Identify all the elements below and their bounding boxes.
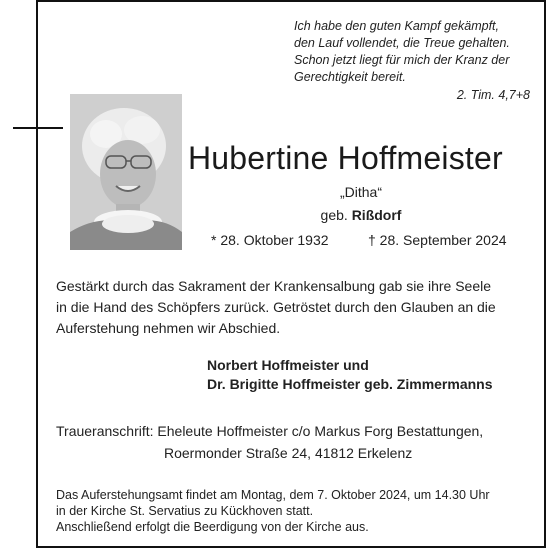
portrait-photo	[70, 94, 182, 250]
maiden-prefix: geb.	[320, 207, 348, 223]
mourner-line: Dr. Brigitte Hoffmeister geb. Zimmermanns	[207, 376, 493, 392]
quote-line: den Lauf vollendet, die Treue gehalten.	[294, 36, 510, 50]
death-date: † 28. September 2024	[368, 232, 507, 248]
cross-icon	[36, 95, 38, 165]
nickname: „Ditha“	[339, 184, 382, 200]
obituary-text	[56, 276, 536, 339]
maiden-name	[188, 207, 534, 223]
text-line: Gestärkt durch das Sakrament der Krankensalbung gab sie ihre Seele	[56, 278, 492, 294]
quote-line: Schon jetzt liegt für mich der Kranz der	[294, 53, 510, 67]
funeral-info	[56, 487, 536, 535]
address-line: Roermonder Straße 24, 41812 Erkelenz	[164, 445, 413, 461]
quote-line: Ich habe den guten Kampf gekämpft,	[294, 19, 499, 33]
text-line: Auferstehung nehmen wir Abschied.	[56, 320, 281, 336]
text-line: in die Hand des Schöpfers zurück. Getröstet durch den Glauben an die	[56, 299, 496, 315]
birth-date: * 28. Oktober 1932	[211, 232, 329, 248]
cross-icon-bar	[13, 127, 63, 129]
bible-quote	[294, 18, 534, 86]
funeral-line: Das Auferstehungsamt findet am Montag, dem 7. Oktober 2024, um 14.30 Uhr	[56, 488, 490, 502]
maiden-surname: Rißdorf	[351, 207, 402, 223]
funeral-line: Anschließend erfolgt die Beerdigung von der Kirche aus.	[56, 520, 369, 534]
mourner-line: Norbert Hoffmeister und	[207, 357, 369, 373]
quote-line: Gerechtigkeit bereit.	[294, 70, 406, 84]
mourners	[207, 356, 493, 394]
deceased-name: Hubertine Hoffmeister	[188, 140, 503, 176]
mourning-address	[56, 420, 536, 464]
funeral-line: in der Kirche St. Servatius zu Kückhoven statt.	[56, 504, 314, 518]
address-line: Traueranschrift: Eheleute Hoffmeister c/o Markus Forg Bestattungen,	[56, 423, 484, 439]
quote-reference: 2. Tim. 4,7+8	[456, 88, 530, 102]
